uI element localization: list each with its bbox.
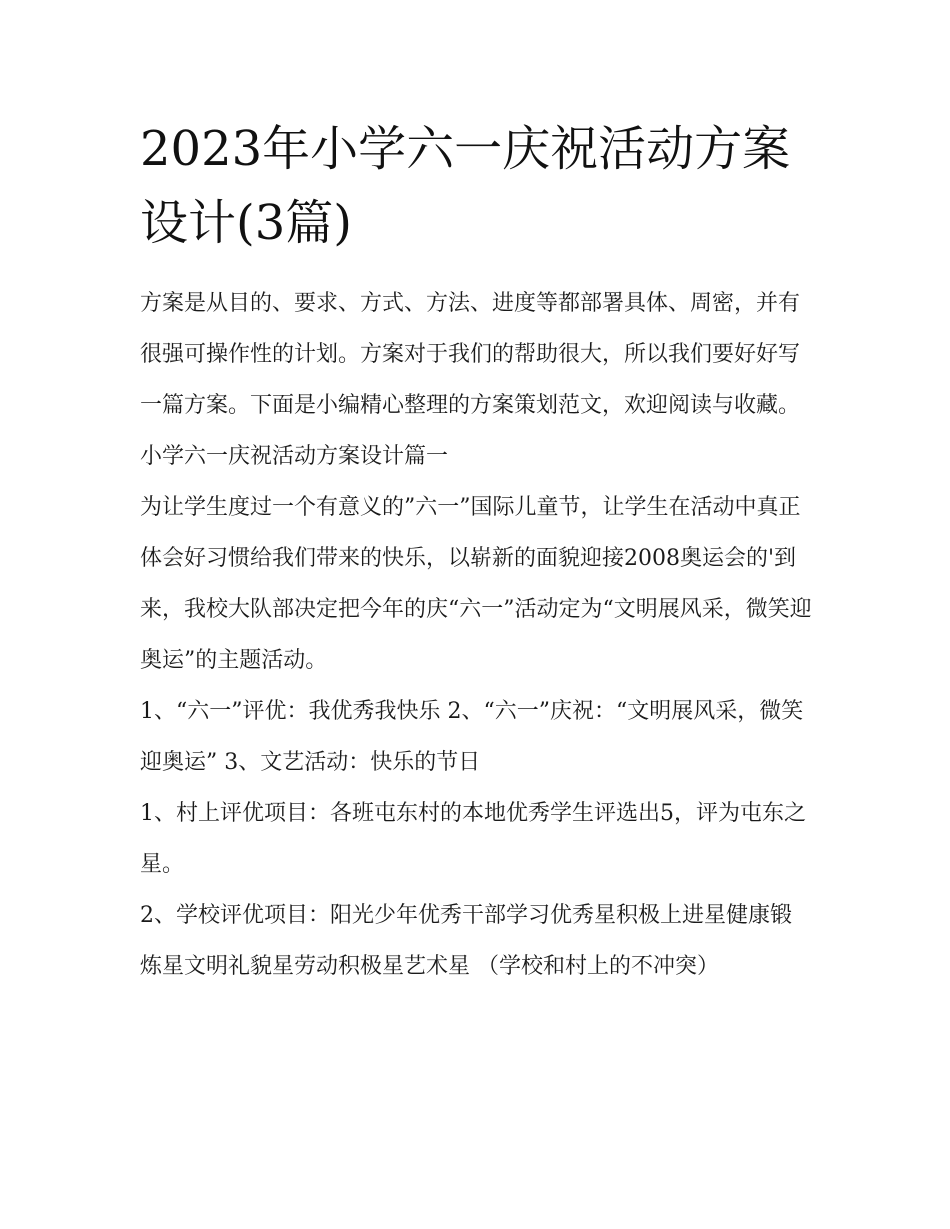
body-paragraph: 为让学生度过一个有意义的”六一”国际儿童节，让学生在活动中真正体会好习惯给我们带来的快乐，以崭新的面貌迎接2008奥运会的'到来，我校大队部决定把今年的庆“六一”活动定为“文明展风采，微笑迎奥运”的主题活动。 [140,495,812,673]
document-title: 2023年小学六一庆祝活动方案设计(3篇) [140,121,791,251]
section-heading: 小学六一庆祝活动方案设计篇一 [140,444,449,469]
intro-paragraph: 方案是从目的、要求、方式、方法、进度等都部署具体、周密，并有很强可操作性的计划。方案对于我们的帮助很大，所以我们要好好写一篇方案。下面是小编精心整理的方案策划范文，欢迎阅读与收藏。 [140,291,801,418]
list-paragraph: 1、村上评优项目：各班屯东村的本地优秀学生评选出5，评为屯东之星。 [140,801,806,877]
list-paragraph: 2、学校评优项目：阳光少年优秀干部学习优秀星积极上进星健康锻炼星文明礼貌星劳动积极星艺术星 （学校和村上的不冲突） [140,903,792,979]
list-paragraph: 1、“六一”评优：我优秀我快乐 2、“六一”庆祝：“文明展风采，微笑迎奥运” 3、文艺活动：快乐的节日 [140,699,804,775]
document-body [140,112,812,992]
